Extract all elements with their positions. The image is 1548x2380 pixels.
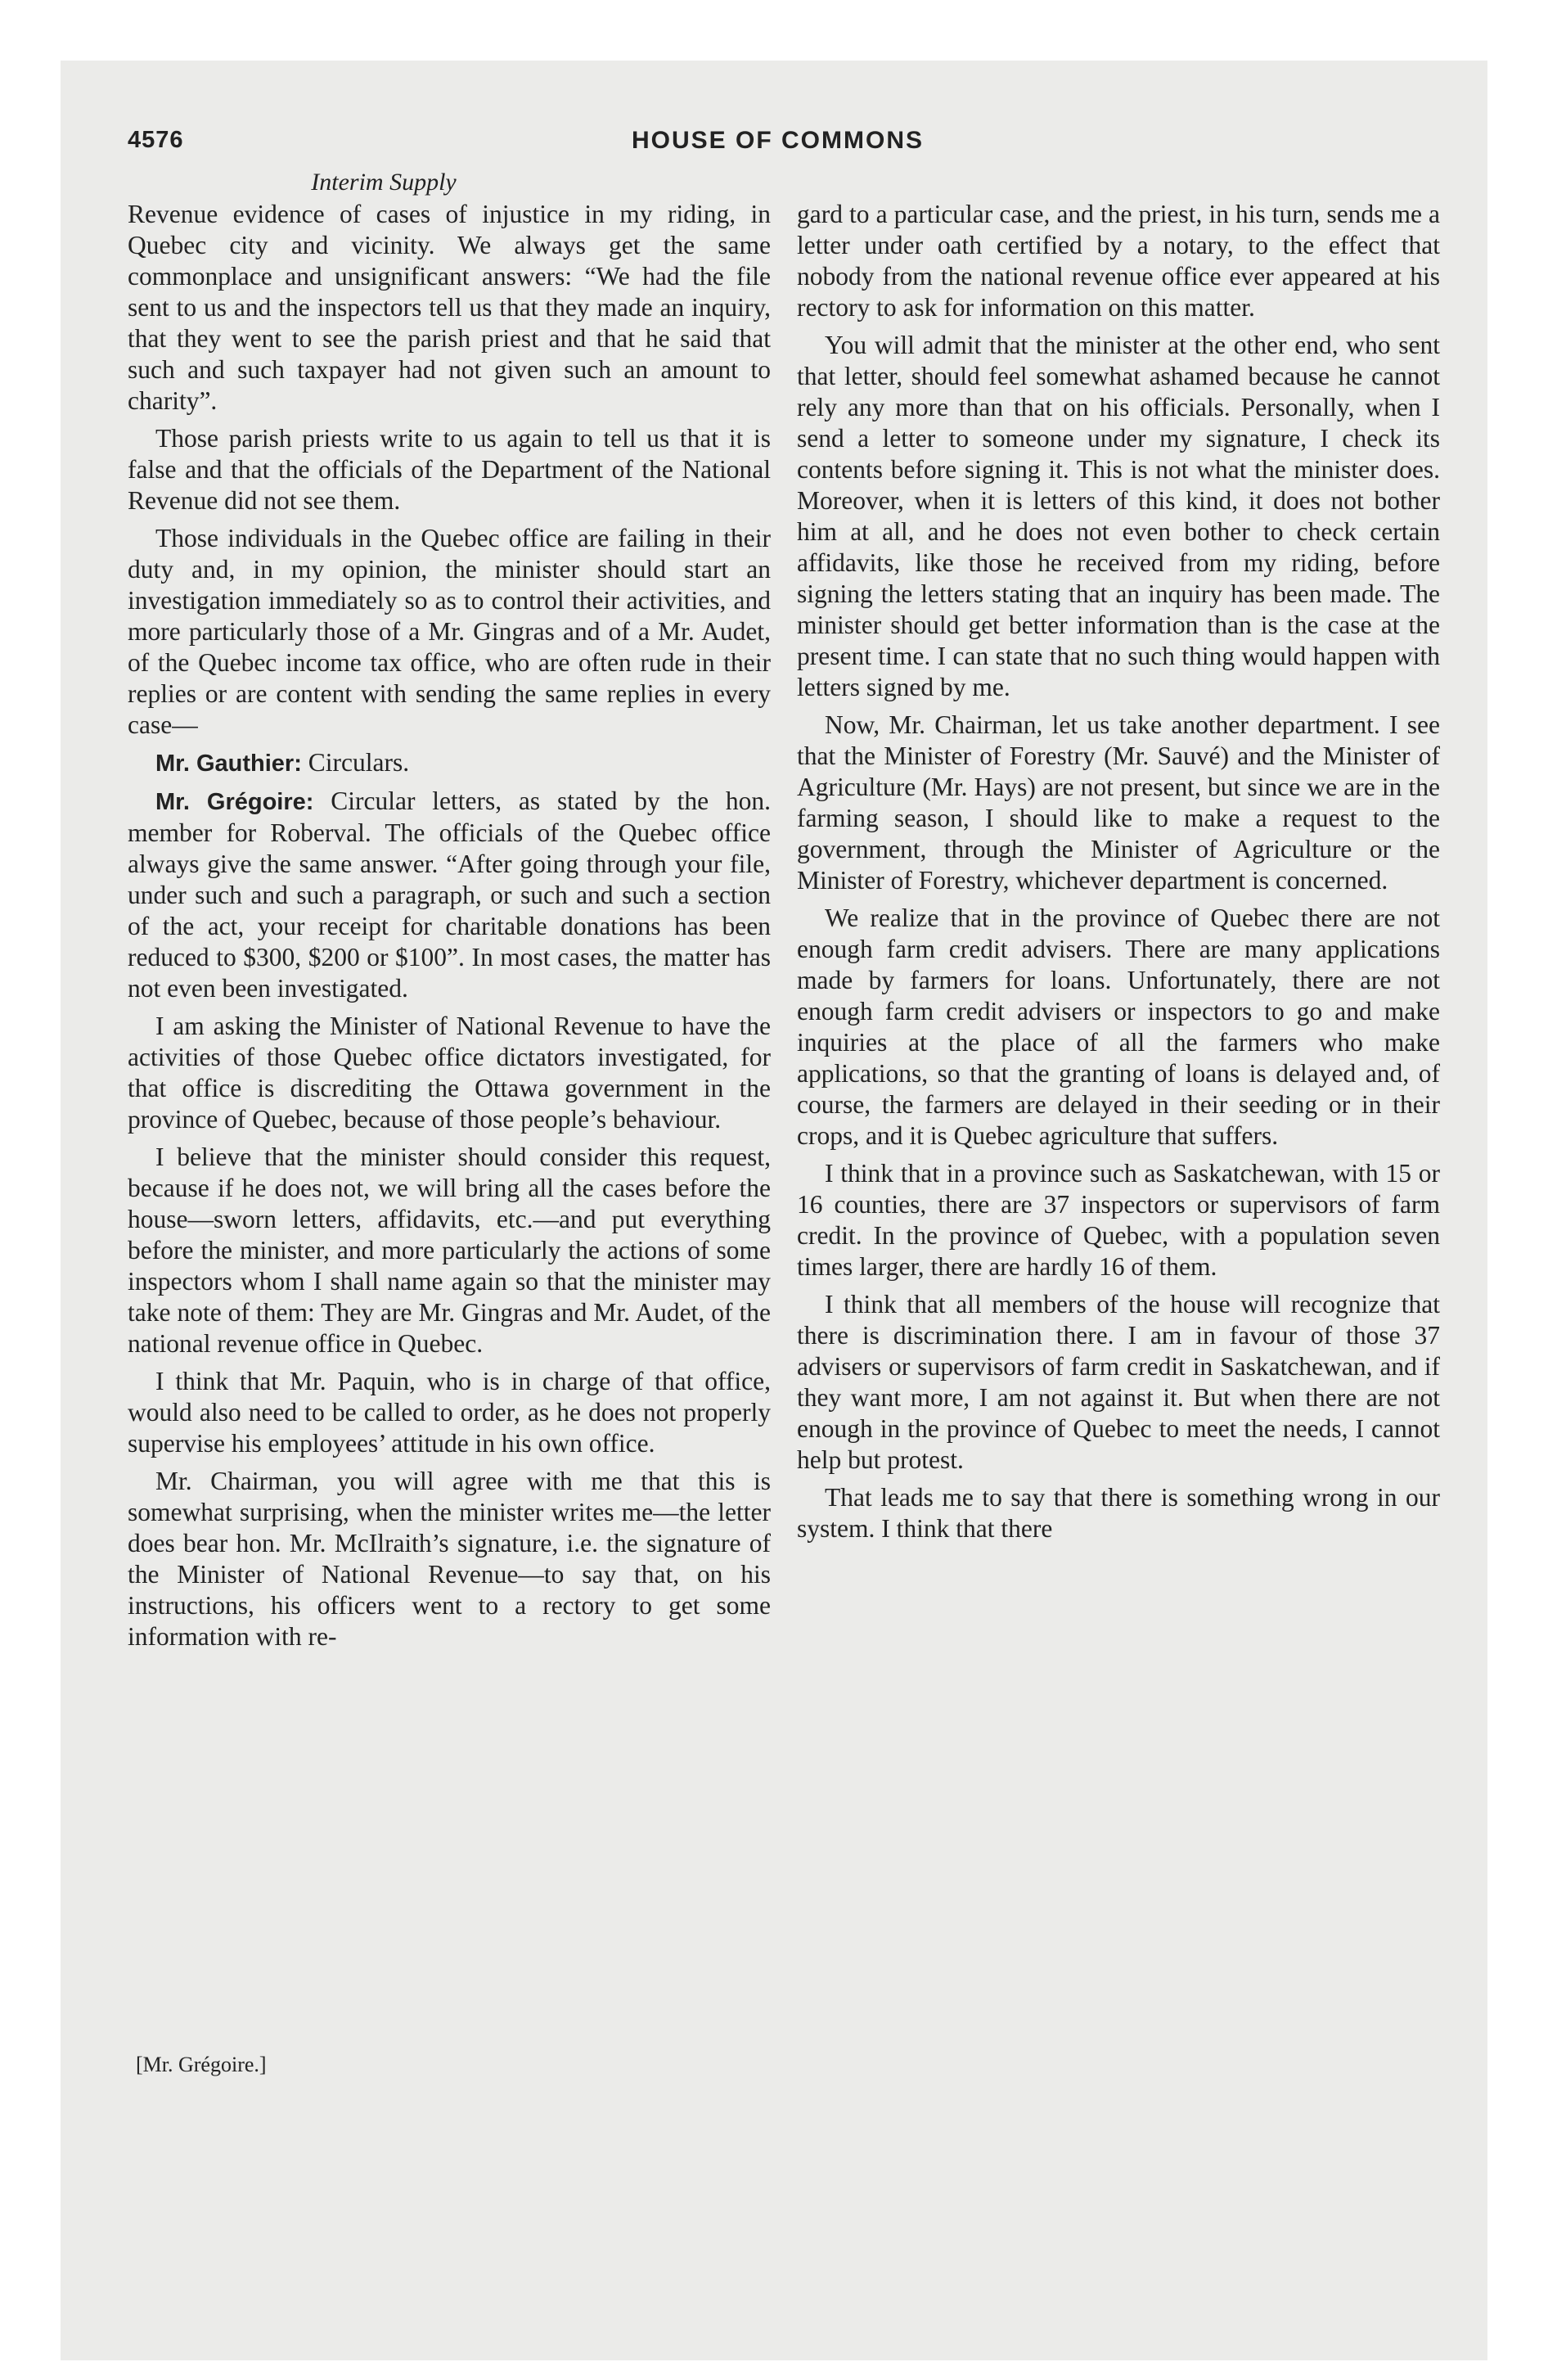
paragraph: I am asking the Minister of National Revenue to have the activities of those Quebec office dictators investigated, for that office is discrediting the Ottawa government in the province of Quebec, because of those people’s behaviour. [128,1012,771,1134]
page-number: 4576 [128,127,184,153]
page-title: HOUSE OF COMMONS [631,127,924,154]
speech-text: Circulars. [308,748,410,777]
paragraph: Revenue evidence of cases of injustice in my riding, in Quebec city and vicinity. We always get the same commonplace and unsignificant answers: “We had the file sent to us and the inspectors tell us that they made an inquiry, that they went to see the parish priest and that he said that such and such taxpayer had not given such an amount to charity”. [128,200,771,415]
speaker-name: Mr. Grégoire: [155,789,314,815]
paragraph: Those individuals in the Quebec office are failing in their duty and, in my opinion, the minister should start an investigation immediately so as to control their activities, and more particularly those of a Mr. Gingras and of a Mr. Audet, of the Quebec income tax office, who are often rude in their replies or are content with sending the same replies in every case— [128,524,771,739]
paragraph: We realize that in the province of Quebec there are not enough farm credit advisers. There are many applications made by farmers for loans. Unfortunately, there are not enough farm credit advisers or inspectors to go and make inquiries at the place of all the farmers who make applications, so that the granting of loans is delayed and, of course, the farmers are delayed in their seeding or in their crops, and it is Quebec agriculture that suffers. [797,904,1440,1150]
footer-speaker-note: [Mr. Grégoire.] [136,2053,267,2076]
paragraph: I think that Mr. Paquin, who is in charge of that office, would also need to be called to order, as he does not properly supervise his employees’ attitude in his own office. [128,1367,771,1458]
paragraph: You will admit that the minister at the other end, who sent that letter, should feel somewhat ashamed because he cannot rely any more than that on his officials. Personally, when I send a letter to someone under my signature, I check its contents before signing it. This is not what the minister does. Moreover, when it is letters of this kind, it does not bother him at all, and he does not even bother to check certain affidavits, like those he received from my riding, before signing the letters stating that an inquiry has been made. The minister should get better information than is the case at the present time. I can state that no such thing would happen with letters signed by me. [797,331,1440,701]
speaker-name: Mr. Gauthier: [155,751,302,777]
right-column [797,199,1440,1551]
section-title: Interim Supply [311,169,457,196]
paragraph: gard to a particular case, and the priest, in his turn, sends me a letter under oath certified by a notary, to the effect that nobody from the national revenue office ever appeared at his rectory to ask for information on this matter. [797,200,1440,322]
paragraph: Mr. Chairman, you will agree with me that this is somewhat surprising, when the minister writes me—the letter does bear hon. Mr. McIlraith’s signature, i.e. the signature of the Minister of National Revenue—to say that, on his instructions, his officers went to a rectory to get some information with re- [128,1467,771,1651]
left-column [128,166,771,1659]
paragraph: I think that in a province such as Saskatchewan, with 15 or 16 counties, there are 37 inspectors or supervisors of farm credit. In the province of Quebec, with a population seven times larger, there are hardly 16 of them. [797,1159,1440,1281]
speech-text: Circular letters, as stated by the hon. member for Roberval. The officials of the Quebec office always give the same answer. “After going through your file, under such and such a paragraph, or such and such a section of the act, your receipt for charitable donations has been reduced to $300, $200 or $100”. In most cases, the matter has not even been investigated. [128,787,771,1003]
page-header [64,127,1492,168]
speech-paragraph [128,747,771,779]
paragraph: I think that all members of the house will recognize that there is discrimination there. I am in favour of those 37 advisers or supervisors of farm credit in Saskatchewan, and if they want more, I am not against it. But when there are not enough in the province of Quebec to meet the needs, I cannot help but protest. [797,1290,1440,1474]
paragraph: Those parish priests write to us again to tell us that it is false and that the officials of the Department of the National Revenue did not see them. [128,424,771,515]
paragraph: Now, Mr. Chairman, let us take another department. I see that the Minister of Forestry (Mr. Sauvé) and the Minister of Agriculture (Mr. Hays) are not present, but since we are in the farming season, I should like to make a request to the government, through the Minister of Agriculture or the Minister of Forestry, whichever department is concerned. [797,710,1440,895]
paragraph: That leads me to say that there is something wrong in our system. I think that there [797,1483,1440,1543]
paragraph: I believe that the minister should consider this request, because if he does not, we will bring all the cases before the house—sworn letters, affidavits, etc.—and put everything before the minister, and more particularly the actions of some inspectors whom I shall name again so that the minister may take note of them: They are Mr. Gingras and Mr. Audet, of the national revenue office in Quebec. [128,1143,771,1358]
hansard-page [64,127,1492,2255]
speech-paragraph [128,786,771,1004]
